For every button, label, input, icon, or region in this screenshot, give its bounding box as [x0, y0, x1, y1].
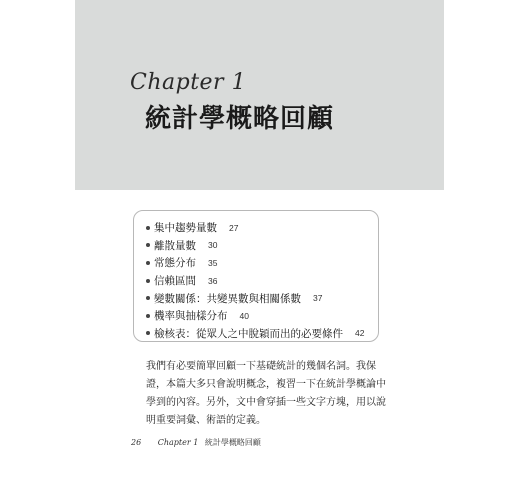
contents-item-page: 40 — [239, 310, 249, 321]
contents-item-page: 35 — [208, 257, 218, 268]
running-chapter-label: Chapter 1 — [157, 438, 199, 447]
contents-item-page: 36 — [208, 275, 218, 286]
bullet-icon — [146, 243, 150, 247]
contents-item-page: 27 — [229, 222, 239, 233]
contents-item-page: 42 — [355, 328, 365, 339]
page-footer — [131, 437, 261, 448]
contents-item-title: 機率與抽樣分布 — [154, 310, 228, 323]
contents-item-title: 檢核表：從眾人之中脫穎而出的必要條件 — [154, 327, 343, 340]
bullet-icon — [146, 296, 150, 300]
contents-item — [146, 289, 364, 307]
bullet-icon — [146, 331, 150, 335]
intro-paragraph: 我們有必要簡單回顧一下基礎統計的幾個名詞。我保證，本篇大多只會說明概念，複習一下在統計學概論中學到的內容。另外，文中會穿插一些文字方塊，用以說明重要詞彙、術語的定義。 — [146, 361, 386, 426]
contents-item — [146, 307, 364, 325]
contents-item — [146, 325, 364, 343]
contents-list — [146, 219, 364, 342]
bullet-icon — [146, 279, 150, 283]
contents-item-page: 30 — [208, 240, 218, 251]
contents-item-title: 變數關係：共變異數與相關係數 — [154, 292, 301, 305]
contents-item-title: 信賴區間 — [154, 275, 196, 288]
chapter-header-band — [75, 0, 444, 190]
bullet-icon — [146, 226, 150, 230]
contents-item-title: 離散量數 — [154, 239, 196, 252]
running-title: 統計學概略回顧 — [204, 438, 261, 447]
contents-item — [146, 237, 364, 255]
page-number: 26 — [131, 438, 142, 447]
contents-item — [146, 219, 364, 237]
contents-item — [146, 254, 364, 272]
chapter-contents-box — [133, 210, 379, 342]
contents-item-page: 37 — [313, 293, 323, 304]
contents-item — [146, 272, 364, 290]
bullet-icon — [146, 314, 150, 318]
bullet-icon — [146, 261, 150, 265]
contents-item-title: 集中趨勢量數 — [154, 222, 217, 235]
contents-item-title: 常態分布 — [154, 257, 196, 270]
chapter-title: 統計學概略回顧 — [145, 104, 335, 134]
chapter-label: Chapter 1 — [130, 70, 247, 95]
